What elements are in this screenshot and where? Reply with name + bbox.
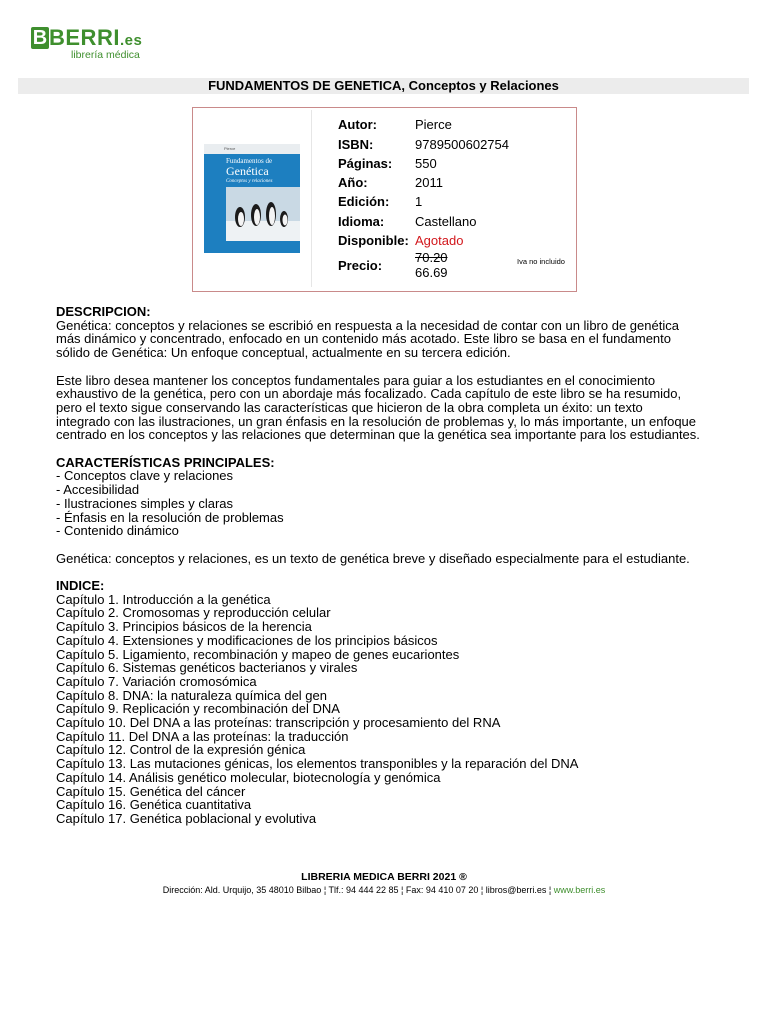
chapter-item: Capítulo 7. Variación cromosómica: [56, 673, 257, 689]
chapter-item: Capítulo 5. Ligamiento, recombinación y mapeo de genes eucariontes: [56, 646, 460, 662]
cover-author: Pierce: [224, 146, 236, 151]
main-content: [56, 305, 736, 826]
website-link[interactable]: www.berri.es: [553, 885, 606, 895]
logo-brand: BERRI: [49, 25, 120, 50]
chapter-item: Capítulo 11. Del DNA a las proteínas: la traducción: [56, 728, 349, 744]
iva-note: Iva no incluido: [517, 257, 565, 266]
chapter-item: Capítulo 12. Control de la expresión génica: [56, 742, 306, 758]
footer-contact: [0, 885, 768, 895]
features-heading: CARACTERÍSTICAS PRINCIPALES:: [56, 454, 275, 470]
anio-label: Año:: [338, 175, 368, 190]
chapter-item: Capítulo 8. DNA: la naturaleza química del gen: [56, 687, 327, 703]
penguins-illustration: [226, 187, 300, 241]
footer-address: Dirección: Ald. Urquijo, 35 48010 Bilbao ¦ Tlf.: 94 444 22 85 ¦ Fax: 94 410 07 20 ¦ libros@berri.es ¦: [162, 885, 554, 895]
spacer: [56, 565, 736, 579]
berri-logo[interactable]: [31, 24, 143, 61]
isbn-value: 9789500602754: [415, 137, 509, 152]
cover-penguins-photo: [226, 187, 300, 241]
list-item: - Accesibilidad: [56, 482, 140, 498]
chapter-item: Capítulo 16. Genética cuantitativa: [56, 797, 252, 813]
list-item: - Conceptos clave y relaciones: [56, 468, 234, 484]
chapter-item: Capítulo 6. Sistemas genéticos bacterianos y virales: [56, 660, 358, 676]
description-p2-line2: exhaustivo de la genética, pero con un abordaje más focalizado. Cada capítulo de este libro se ha resumido,: [56, 386, 682, 402]
list-item: - Énfasis en la resolución de problemas: [56, 509, 284, 525]
index-heading: INDICE:: [56, 578, 105, 593]
spacer: [56, 442, 736, 456]
paginas-label: Páginas:: [338, 156, 393, 171]
chapter-item: Capítulo 14. Análisis genético molecular, biotecnología y genómica: [56, 769, 441, 785]
spacer: [56, 360, 736, 374]
cover-subtitle: Conceptos y relaciones: [226, 179, 273, 184]
cover-title-line2: Genética: [226, 164, 269, 178]
chapter-item: Capítulo 4. Extensiones y modificaciones de los principios básicos: [56, 632, 438, 648]
list-item: - Ilustraciones simples y claras: [56, 495, 233, 511]
book-box-divider: [311, 110, 312, 287]
isbn-label: ISBN:: [338, 137, 374, 152]
description-p2-line1: Este libro desea mantener los conceptos fundamentales para guiar a los estudiantes en el conocimiento: [56, 372, 656, 388]
description-p2-line4: integrado con las ilustraciones, un gran énfasis en la resolución de problemas y, lo más importante, un enfoque: [56, 413, 697, 429]
chapter-item: Capítulo 2. Cromosomas y reproducción celular: [56, 605, 331, 621]
paginas-value: 550: [415, 156, 437, 171]
chapter-item: Capítulo 13. Las mutaciones génicas, los elementos transponibles y la reparación del DNA: [56, 756, 579, 772]
description-p2-line5: centrado en los conceptos y las relaciones que determinan que la genética sea importante para los estudiantes.: [56, 427, 700, 443]
edicion-label: Edición:: [338, 194, 390, 209]
idioma-label: Idioma:: [338, 214, 385, 229]
description-p1-line2: más dinámico y concentrado, enfocado en un contenido más acotado. Este libro se basa en el fundamento: [56, 331, 671, 347]
price-old: 70.20: [415, 250, 448, 265]
precio-label: Precio:: [338, 258, 383, 273]
price-new: 66.69: [415, 265, 448, 280]
chapter-item: Capítulo 10. Del DNA a las proteínas: transcripción y procesamiento del RNA: [56, 715, 501, 731]
spacer: [56, 538, 736, 552]
chapter-list: [56, 593, 736, 826]
anio-value: 2011: [415, 175, 443, 190]
description-heading: DESCRIPCION:: [56, 304, 151, 319]
idioma-value: Castellano: [415, 214, 477, 229]
description-p1-line1: Genética: conceptos y relaciones se escribió en respuesta a la necesidad de contar con un libro de genética: [56, 317, 679, 333]
features-summary: Genética: conceptos y relaciones, es un texto de genética breve y diseñado especialmente para el estudiante.: [56, 550, 690, 566]
cover-title-line1: Fundamentos de: [226, 157, 273, 165]
book-cover-image: [204, 144, 300, 253]
list-item: - Contenido dinámico: [56, 523, 179, 539]
features-list: [56, 469, 736, 538]
description-p2-line3: pero el texto sigue conservando las características que hicieron de la obra completa un éxito: un texto: [56, 399, 643, 415]
disponible-label: Disponible:: [338, 233, 409, 248]
chapter-item: Capítulo 1. Introducción a la genética: [56, 591, 271, 607]
chapter-item: Capítulo 17. Genética poblacional y evolutiva: [56, 810, 317, 826]
edicion-value: 1: [415, 194, 423, 209]
logo-subtitle: librería médica: [71, 49, 140, 61]
chapter-item: Capítulo 3. Principios básicos de la herencia: [56, 619, 312, 635]
autor-value: Pierce: [415, 117, 452, 132]
chapter-item: Capítulo 9. Replicación y recombinación del DNA: [56, 701, 340, 717]
logo-tld: .es: [119, 32, 143, 49]
page-title: FUNDAMENTOS DE GENETICA, Conceptos y Relaciones: [18, 78, 749, 94]
footer-title: LIBRERIA MEDICA BERRI 2021 ®: [301, 871, 467, 883]
autor-label: Autor:: [338, 117, 377, 132]
logo-letter-b: B: [32, 27, 48, 49]
description-p1-line3: sólido de Genética: Un enfoque conceptual, actualmente en su tercera edición.: [56, 345, 511, 361]
chapter-item: Capítulo 15. Genética del cáncer: [56, 783, 246, 799]
cover-top-strip: [204, 144, 300, 154]
availability-status: Agotado: [415, 233, 464, 248]
